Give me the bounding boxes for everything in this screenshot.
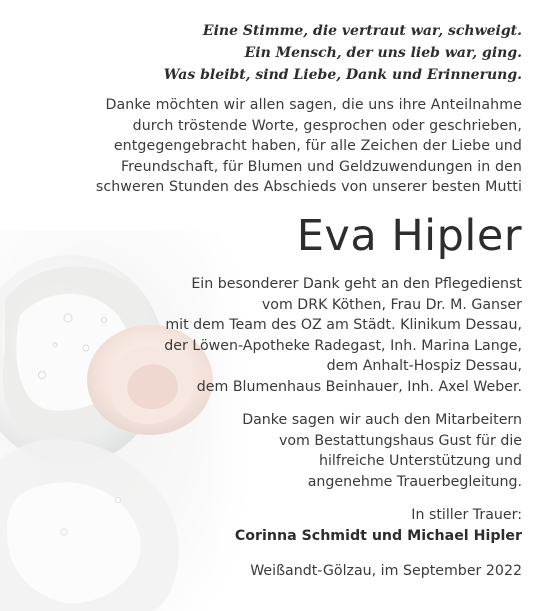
poem-line-2: Ein Mensch, der uns lieb war, ging.	[244, 45, 522, 61]
special-thanks-line-2: vom DRK Köthen, Frau Dr. M. Ganser	[261, 296, 522, 313]
deceased-name: Eva Hipler	[296, 211, 522, 261]
poem-line-3: Was bleibt, sind Liebe, Dank und Erinnerung.	[163, 67, 522, 83]
intro-line-4: Freundschaft, für Blumen und Geldzuwendungen in den	[120, 158, 522, 175]
thanks-intro	[52, 95, 522, 198]
special-thanks-line-1: Ein besonderer Dank geht an den Pflegedienst	[191, 276, 522, 292]
special-thanks	[52, 274, 522, 398]
staff-thanks-line-1: Danke sagen wir auch den Mitarbeitern	[242, 412, 522, 428]
poem-line-1: Eine Stimme, die vertraut war, schweigt.	[202, 23, 522, 39]
intro-line-3: entgegengebracht haben, für alle Zeichen der Liebe und	[113, 138, 522, 155]
staff-thanks-line-3: hilfreiche Unterstützung und	[318, 453, 522, 470]
intro-line-5: schweren Stunden des Abschieds von unserer besten Mutti	[95, 179, 522, 196]
special-thanks-line-5: dem Anhalt-Hospiz Dessau,	[326, 358, 522, 375]
memorial-poem	[52, 20, 522, 86]
intro-line-2: durch tröstende Worte, gesprochen oder geschrieben,	[132, 117, 522, 134]
special-thanks-line-4: der Löwen-Apotheke Radegast, Inh. Marina Lange,	[164, 337, 522, 354]
place-and-date: Weißandt-Gölzau, im September 2022	[250, 563, 522, 579]
mourning-signature	[52, 505, 522, 547]
special-thanks-line-3: mit dem Team des OZ am Städt. Klinikum Dessau,	[165, 317, 522, 334]
mourners-names: Corinna Schmidt und Michael Hipler	[234, 528, 522, 544]
staff-thanks-line-4: angenehme Trauerbegleitung.	[307, 473, 522, 490]
staff-thanks-line-2: vom Bestattungshaus Gust für die	[278, 432, 522, 449]
staff-thanks	[52, 410, 522, 492]
intro-line-1: Danke möchten wir allen sagen, die uns ihre Anteilnahme	[105, 97, 522, 113]
mourning-label: In stiller Trauer:	[411, 507, 522, 523]
special-thanks-line-6: dem Blumenhaus Beinhauer, Inh. Axel Weber.	[196, 378, 522, 395]
